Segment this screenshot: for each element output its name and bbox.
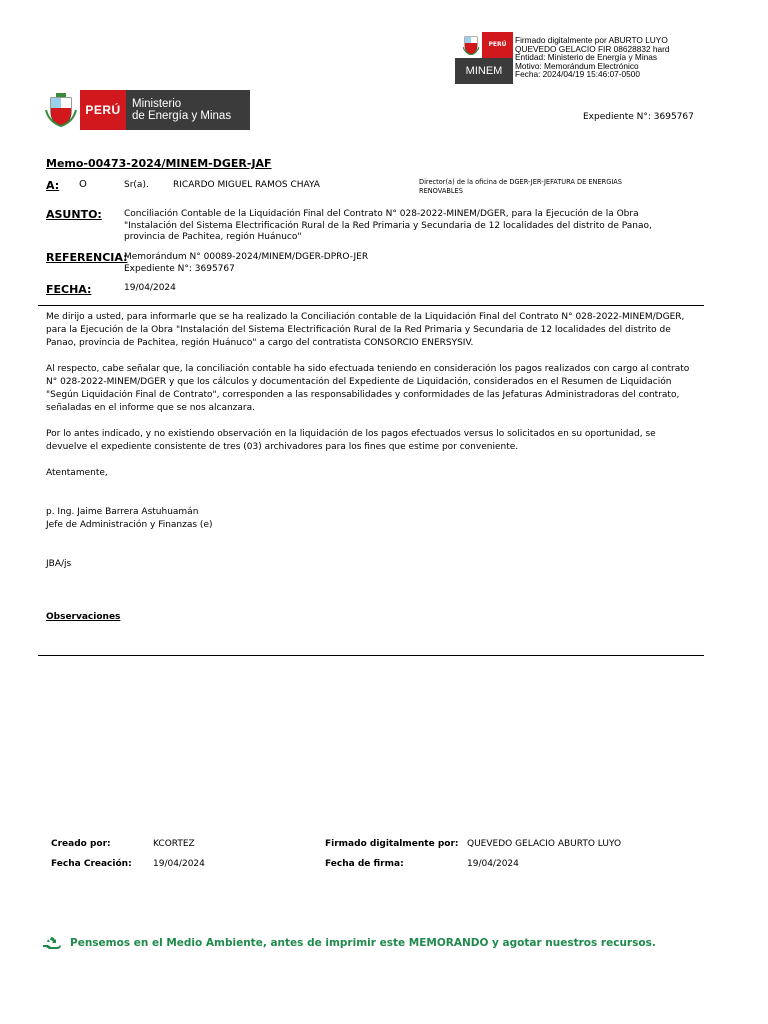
body-paragraph-2: [46, 363, 706, 415]
body-paragraph-1: [46, 311, 706, 350]
recipient-salutation: Sr(a).: [124, 180, 149, 190]
signature-line: QUEVEDO GELACIO FIR 08628832 hard: [515, 43, 670, 54]
signed-by-label: Firmado digitalmente por:: [325, 839, 459, 849]
recipient-position-line: Director(a) de la oficina de DGER-JER-JEFATURA DE ENERGIAS: [419, 178, 622, 186]
body-line: para la Ejecución de la Obra "Instalación del Sistema Electrificación Rural de la Red Primaria y Secundaria de 12 localidades del distrito de: [46, 325, 671, 335]
recipient-position: [419, 178, 622, 196]
closing: Atentamente,: [46, 468, 108, 478]
signature-date-label: Fecha de firma:: [325, 859, 404, 869]
logo-ministry-line: de Energía y Minas: [132, 110, 232, 122]
body-line: señaladas en el informe que se nos alcanzara.: [46, 403, 255, 413]
body-line: N° 028-2022-MINEM/DGER y que los cálculos y documentación del Expediente de Liquidación, considerados en el Resumen de Liquidación: [46, 377, 672, 387]
reference-line: Memorándum N° 00089-2024/MINEM/DGER-DPRO-JER: [124, 252, 369, 262]
signed-by-value: QUEVEDO GELACIO ABURTO LUYO: [467, 839, 622, 849]
body-line: "Según Liquidación Final de Contrato", corresponden a las responsabilidades y conformidades de las Jefaturas Administradoras del contrato,: [46, 390, 680, 400]
stamp-emblem-area: [455, 29, 513, 58]
signer-name: p. Ing. Jaime Barrera Astuhuamán: [46, 507, 199, 517]
memo-title: Memo-00473-2024/MINEM-DGER-JAF: [46, 157, 272, 170]
body-line: Por lo antes indicado, y no existiendo observación en la liquidación de los pagos efectuados versus lo solicitados en su oportunidad, se: [46, 429, 656, 439]
initials: JBA/js: [46, 559, 72, 569]
reference-label: REFERENCIA:: [46, 251, 128, 264]
stamp-peru-label: PERÚ: [482, 32, 513, 58]
signature-line: Motivo: Memorándum Electrónico: [515, 60, 639, 71]
ministry-logo: [44, 90, 250, 130]
signer-title: Jefe de Administración y Finanzas (e): [46, 520, 213, 530]
body-paragraph-3: [46, 428, 706, 454]
peru-coat-of-arms-icon: [44, 92, 78, 128]
date-label: FECHA:: [46, 283, 92, 296]
body-line: Al respecto, cabe señalar que, la conciliación contable ha sido efectuada teniendo en consideración los pagos realizados con cargo al contrato: [46, 364, 690, 374]
signature-line: Entidad: Ministerio de Energía y Minas: [515, 52, 658, 63]
observations-divider: [38, 655, 704, 656]
observations-label: Observaciones: [46, 612, 121, 622]
created-by-value: KCORTEZ: [153, 839, 195, 849]
body-line: devuelve el expediente consistente de tres (03) archivadores para los fines que estime por conveniente.: [46, 442, 519, 452]
recipient-name: RICARDO MIGUEL RAMOS CHAYA: [173, 180, 320, 190]
expediente-number: Expediente N°: 3695767: [583, 112, 694, 122]
creation-date-label: Fecha Creación:: [51, 859, 132, 869]
subject-line: Conciliación Contable de la Liquidación Final del Contrato N° 028-2022-MINEM/DGER, para la Ejecución de la Obra: [124, 209, 639, 219]
body-line: Me dirijo a usted, para informarle que se ha realizado la Conciliación contable de la Liquidación Final del Contrato N° 028-2022-MINEM/DGER,: [46, 312, 685, 322]
header-divider: [38, 305, 704, 306]
recycle-hand-icon: [42, 936, 62, 950]
logo-peru-label: PERÚ: [80, 90, 126, 130]
peru-coat-of-arms-icon: [463, 35, 479, 55]
stamp-minem-label: MINEM: [455, 58, 513, 84]
eco-message: [42, 936, 722, 950]
subject-line: provincia de Pachitea, región Huánuco": [124, 232, 302, 242]
signature-date-value: 19/04/2024: [467, 859, 519, 869]
subject-label: ASUNTO:: [46, 208, 102, 221]
logo-ministry-name: [126, 90, 250, 130]
date-value: 19/04/2024: [124, 283, 176, 293]
subject-text: [124, 209, 704, 244]
recipient-label: A:: [46, 179, 60, 192]
digital-signature-text: [515, 36, 765, 79]
created-by-label: Creado por:: [51, 839, 111, 849]
creation-date-value: 19/04/2024: [153, 859, 205, 869]
signature-line: Fecha: 2024/04/19 15:46:07-0500: [515, 69, 641, 80]
reference-text: [124, 252, 368, 275]
recipient-bullet: O: [79, 179, 87, 190]
subject-line: "Instalación del Sistema Electrificación Rural de la Red Primaria y Secundaria de 12 localidades del distrito de Panao,: [124, 220, 652, 231]
body-line: Panao, provincia de Pachitea, región Huánuco" a cargo del contratista CONSORCIO ENERSYSIV.: [46, 338, 474, 348]
signature-line: Firmado digitalmente por ABURTO LUYO: [515, 35, 668, 45]
reference-line: Expediente N°: 3695767: [124, 263, 235, 274]
signature-stamp-logo: [455, 29, 513, 84]
eco-message-text: Pensemos en el Medio Ambiente, antes de imprimir este MEMORANDO y agotar nuestros recursos.: [70, 937, 656, 949]
recipient-position-line: RENOVABLES: [419, 187, 463, 195]
logo-ministry-line: Ministerio: [132, 98, 182, 110]
